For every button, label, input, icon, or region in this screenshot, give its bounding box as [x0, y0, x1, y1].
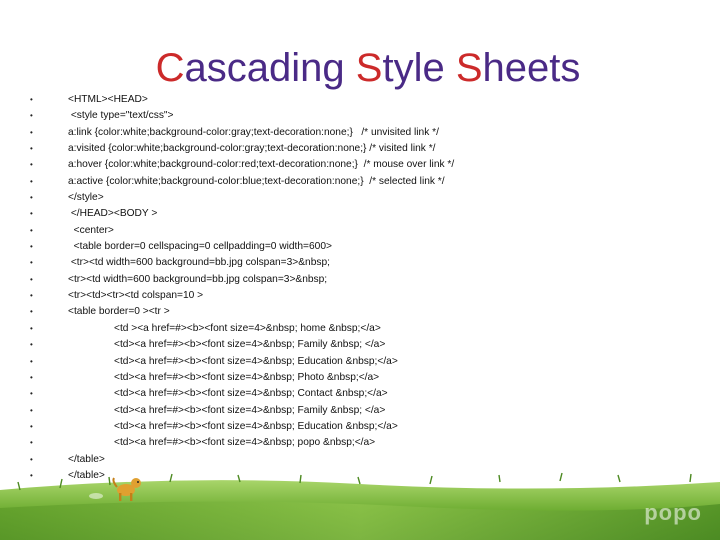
- code-line: [30, 223, 710, 239]
- bullet-icon: •: [30, 454, 33, 464]
- code-line-text: <td><a href=#><b><font size=4>&nbsp; Family &nbsp; </a>: [114, 339, 386, 351]
- code-line-text: a:hover {color:white;background-color:red;text-decoration:none;} /* mouse over link */: [68, 159, 455, 171]
- code-line-text: <td ><a href=#><b><font size=4>&nbsp; home &nbsp;</a>: [114, 322, 381, 334]
- bullet-icon: •: [30, 95, 33, 104]
- code-line-text: </table>: [68, 453, 105, 465]
- title-letter-c: C: [155, 46, 185, 90]
- code-line-text: <td><a href=#><b><font size=4>&nbsp; Photo &nbsp;</a>: [114, 371, 380, 383]
- bullet-icon: •: [30, 127, 33, 137]
- bullet-icon: •: [30, 176, 33, 186]
- code-line: [30, 141, 710, 157]
- grass-footer: [0, 460, 720, 540]
- bullet-icon: •: [30, 470, 33, 480]
- bullet-icon: •: [30, 225, 33, 235]
- code-line: [30, 174, 710, 190]
- code-line-text: <table border=0 cellspacing=0 cellpadding=0 width=600>: [68, 241, 332, 253]
- code-line: [30, 206, 710, 222]
- title-part-3: heets: [482, 46, 581, 90]
- bullet-icon: •: [30, 438, 33, 448]
- code-line-text: </style>: [68, 192, 104, 204]
- title-letter-s2: S: [455, 46, 483, 90]
- bullet-icon: •: [30, 193, 33, 203]
- code-line-text: <center>: [68, 224, 114, 236]
- code-line-text: <td><a href=#><b><font size=4>&nbsp; Education &nbsp;</a>: [114, 355, 398, 367]
- code-line: [30, 288, 710, 304]
- bullet-icon: •: [30, 307, 33, 317]
- code-line-text: <table border=0 ><tr >: [68, 306, 170, 318]
- code-line-text: a:active {color:white;background-color:blue;text-decoration:none;} /* selected link */: [68, 175, 445, 187]
- code-line-text: <td><a href=#><b><font size=4>&nbsp; Family &nbsp; </a>: [114, 404, 386, 416]
- bullet-icon: •: [30, 356, 33, 366]
- code-line-text: a:link {color:white;background-color:gray;text-decoration:none;} /* unvisited link */: [68, 126, 439, 138]
- bullet-icon: •: [30, 291, 33, 301]
- bullet-icon: •: [30, 160, 33, 170]
- grass-landscape-image: [0, 460, 720, 540]
- bullet-icon: •: [30, 372, 33, 382]
- code-line: [30, 419, 710, 435]
- code-line: [30, 108, 710, 124]
- title-letter-s1: S: [355, 46, 383, 90]
- title-part-2: tyle: [382, 46, 456, 90]
- bullet-icon: •: [30, 421, 33, 431]
- code-line-text: <HTML><HEAD>: [68, 94, 148, 105]
- code-line: [30, 304, 710, 320]
- code-bullet-list: [30, 92, 710, 484]
- code-line: [30, 435, 710, 451]
- code-line: [30, 92, 710, 108]
- code-line-text: </table>: [68, 469, 105, 481]
- bullet-icon: •: [30, 389, 33, 399]
- code-line-text: a:visited {color:white;background-color:gray;text-decoration:none;} /* visited link */: [68, 143, 436, 155]
- bullet-icon: •: [30, 209, 33, 219]
- code-line-text: <td><a href=#><b><font size=4>&nbsp; Contact &nbsp;</a>: [114, 388, 388, 400]
- bullet-icon: •: [30, 405, 33, 415]
- bullet-icon: •: [30, 111, 33, 121]
- code-line: [30, 370, 710, 386]
- code-line: [30, 255, 710, 271]
- code-line: [30, 239, 710, 255]
- code-line: [30, 354, 710, 370]
- code-line-text: </HEAD><BODY >: [68, 208, 158, 220]
- bullet-icon: •: [30, 274, 33, 284]
- bullet-icon: •: [30, 340, 33, 350]
- code-line: [30, 386, 710, 402]
- bullet-icon: •: [30, 242, 33, 252]
- code-line-text: <td><a href=#><b><font size=4>&nbsp; Education &nbsp;</a>: [114, 420, 398, 432]
- slide-title: [0, 42, 720, 94]
- code-line-text: <style type="text/css">: [68, 110, 174, 122]
- code-line: [30, 337, 710, 353]
- code-line-text: <tr><td width=600 background=bb.jpg colspan=3>&nbsp;: [68, 273, 328, 285]
- code-line: [30, 272, 710, 288]
- bullet-icon: •: [30, 258, 33, 268]
- code-line: [30, 321, 710, 337]
- code-line: [30, 157, 710, 173]
- bullet-icon: •: [30, 323, 33, 333]
- brand-watermark: popo: [644, 500, 702, 525]
- code-line-text: <tr><td width=600 background=bb.jpg colspan=3>&nbsp;: [68, 257, 330, 269]
- code-line: [30, 190, 710, 206]
- code-line-text: <td><a href=#><b><font size=4>&nbsp; popo &nbsp;</a>: [114, 437, 376, 449]
- code-line: [30, 125, 710, 141]
- bullet-icon: •: [30, 144, 33, 154]
- code-line: [30, 403, 710, 419]
- title-part-1: ascading: [184, 46, 356, 90]
- code-line-text: <tr><td><tr><td colspan=10 >: [68, 290, 204, 302]
